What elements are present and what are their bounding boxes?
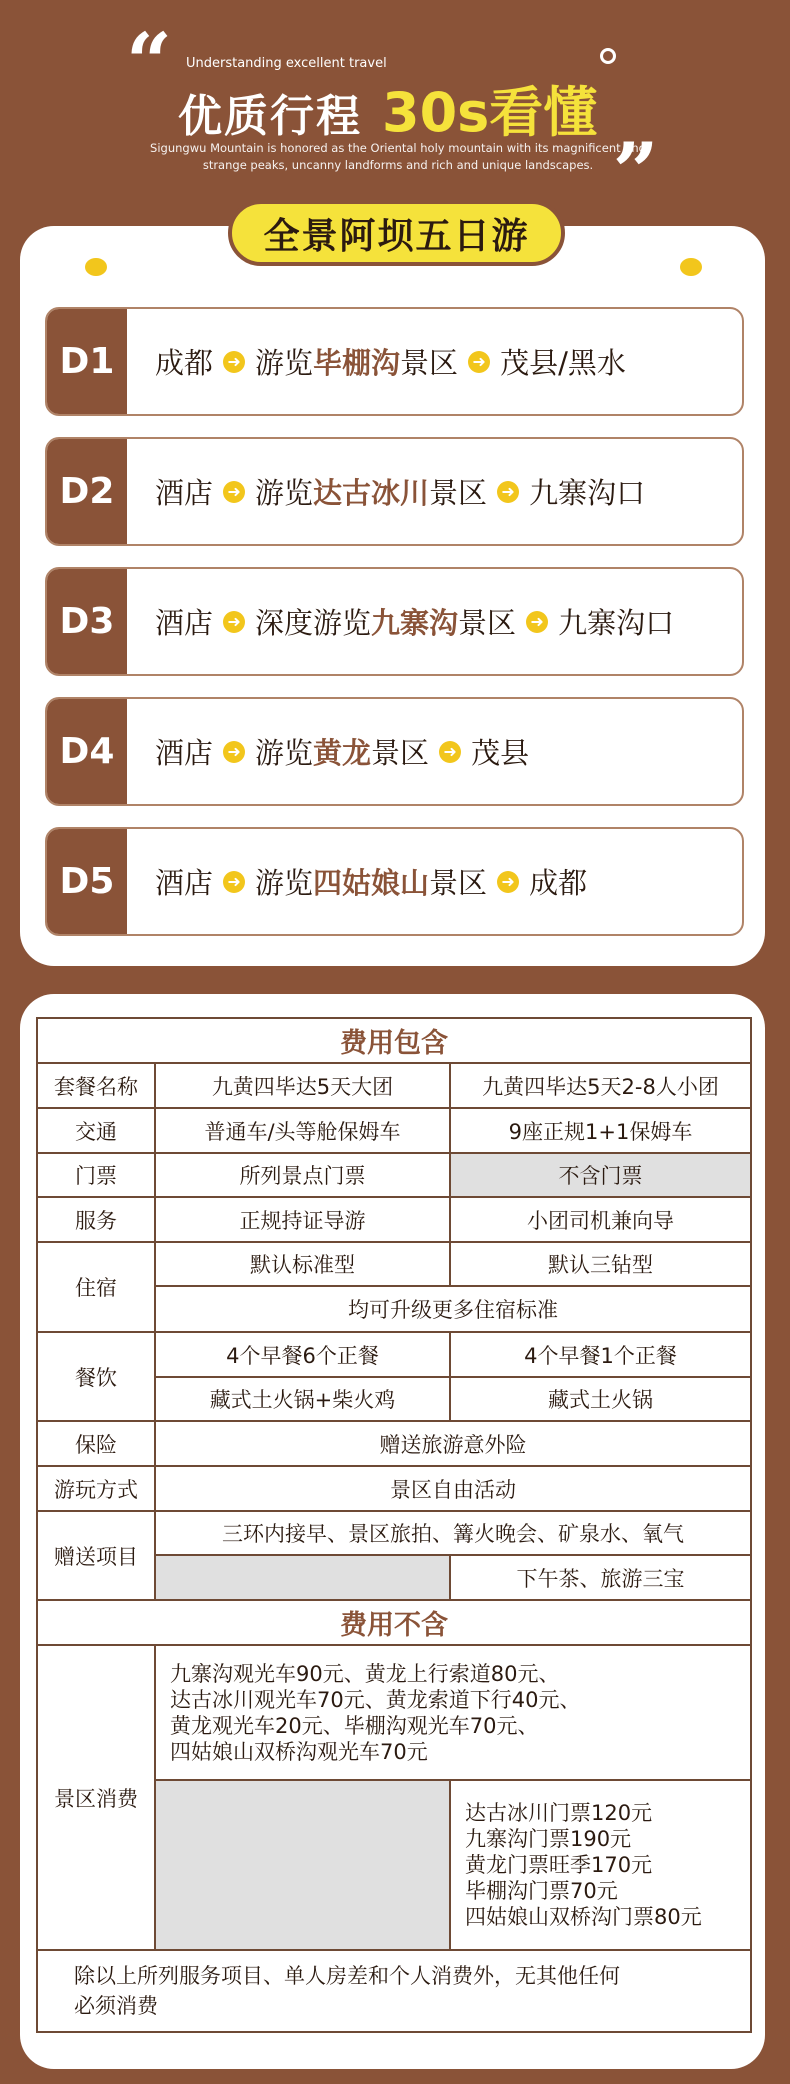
spot-cost-line: 九寨沟观光车90元、黄龙上行索道80元、 — [170, 1661, 560, 1686]
day-tag: D3 — [47, 569, 127, 674]
route-highlight: 黄龙 — [313, 736, 372, 770]
day-row-d1 — [45, 307, 744, 416]
spot-cost-line: 黄龙观光车20元、毕棚沟观光车70元、 — [170, 1713, 539, 1738]
play-value: 景区自由活动 — [155, 1466, 751, 1511]
day-route — [127, 439, 742, 544]
page-title-white: 优质行程 — [178, 91, 362, 142]
route-suffix: 景区 — [371, 736, 430, 770]
row-label-lodging: 住宿 — [37, 1242, 155, 1332]
day-tag: D2 — [47, 439, 127, 544]
day-route — [127, 569, 742, 674]
route-highlight: 毕棚沟 — [313, 346, 401, 380]
row-label-service: 服务 — [37, 1197, 155, 1242]
included-section-title: 费用包含 — [37, 1018, 751, 1063]
arrow-right-icon: ➜ — [439, 741, 461, 763]
day-row-d5 — [45, 827, 744, 936]
arrow-right-icon: ➜ — [223, 741, 245, 763]
route-suffix: 景区 — [458, 606, 517, 640]
tickets-big-group: 所列景点门票 — [155, 1153, 450, 1197]
spot-cost-line: 毕棚沟门票70元 — [465, 1879, 618, 1903]
fees-table — [36, 1017, 752, 2033]
route-highlight: 达古冰川 — [313, 476, 430, 510]
arrow-right-icon: ➜ — [497, 871, 519, 893]
route-highlight: 四姑娘山 — [313, 866, 430, 900]
lodging-big-group: 默认标准型 — [155, 1242, 450, 1286]
open-quote-mark: “ — [126, 15, 173, 109]
degree-circle-icon — [600, 48, 616, 64]
page-title — [178, 70, 597, 147]
insurance-value: 赠送旅游意外险 — [155, 1421, 751, 1466]
arrow-right-icon: ➜ — [468, 351, 490, 373]
row-label-tickets: 门票 — [37, 1153, 155, 1197]
spot-cost-line: 达古冰川观光车70元、黄龙索道下行40元、 — [170, 1687, 581, 1712]
package-small-group: 九黄四毕达5天2-8人小团 — [450, 1063, 751, 1108]
spot-cost-line: 九寨沟门票190元 — [465, 1827, 632, 1851]
header — [0, 0, 790, 200]
route-end: 成都 — [529, 866, 588, 900]
spot-cost-small-group — [450, 1780, 751, 1950]
fees-footnote — [37, 1950, 751, 2032]
day-tag: D4 — [47, 699, 127, 804]
spot-cost-line: 黄龙门票旺季170元 — [465, 1853, 653, 1877]
transport-big-group: 普通车/头等舱保姆车 — [155, 1108, 450, 1153]
meals-small-group-special: 藏式土火锅 — [450, 1377, 751, 1421]
spot-cost-big-group-empty — [155, 1780, 450, 1950]
service-big-group: 正规持证导游 — [155, 1197, 450, 1242]
arrow-right-icon: ➜ — [223, 871, 245, 893]
day-row-d2 — [45, 437, 744, 546]
route-prefix: 游览 — [255, 866, 314, 900]
spot-cost-shared — [155, 1645, 751, 1780]
english-subtitle: Understanding excellent travel — [186, 56, 387, 71]
lodging-small-group: 默认三钻型 — [450, 1242, 751, 1286]
meals-big-group-special: 藏式土火锅+柴火鸡 — [155, 1377, 450, 1421]
row-label-spot-cost: 景区消费 — [37, 1645, 155, 1950]
row-label-package: 套餐名称 — [37, 1063, 155, 1108]
tickets-small-group: 不含门票 — [450, 1153, 751, 1197]
pin-left-icon — [85, 240, 107, 276]
gifts-big-group-empty — [155, 1555, 450, 1600]
route-suffix: 景区 — [429, 476, 488, 510]
footnote-line: 必须消费 — [74, 1994, 158, 2018]
spot-cost-line: 四姑娘山双桥沟门票80元 — [465, 1905, 702, 1929]
transport-small-group: 9座正规1+1保姆车 — [450, 1108, 751, 1153]
arrow-right-icon: ➜ — [223, 611, 245, 633]
meals-small-group-count: 4个早餐1个正餐 — [450, 1332, 751, 1377]
english-description: Sigungwu Mountain is honored as the Oriental holy mountain with its magnificent and strange peaks, uncanny landforms and rich and unique landscapes. — [150, 141, 646, 172]
pin-right-icon — [680, 240, 702, 276]
route-end: 茂县/黑水 — [500, 346, 626, 380]
row-label-meals: 餐饮 — [37, 1332, 155, 1421]
route-end: 九寨沟口 — [558, 606, 675, 640]
route-end: 茂县 — [471, 736, 530, 770]
spot-cost-line: 四姑娘山双桥沟观光车70元 — [170, 1739, 428, 1764]
row-label-insurance: 保险 — [37, 1421, 155, 1466]
arrow-right-icon: ➜ — [497, 481, 519, 503]
route-prefix: 游览 — [255, 736, 314, 770]
service-small-group: 小团司机兼向导 — [450, 1197, 751, 1242]
day-tag: D1 — [47, 309, 127, 414]
row-label-gifts: 赠送项目 — [37, 1511, 155, 1600]
route-end: 九寨沟口 — [529, 476, 646, 510]
route-start: 酒店 — [155, 866, 214, 900]
page-title-yellow: 30s看懂 — [382, 81, 598, 144]
day-tag: D5 — [47, 829, 127, 934]
route-prefix: 游览 — [255, 346, 314, 380]
route-start: 酒店 — [155, 476, 214, 510]
route-suffix: 景区 — [429, 866, 488, 900]
route-start: 成都 — [155, 346, 214, 380]
arrow-right-icon: ➜ — [526, 611, 548, 633]
gifts-small-group: 下午茶、旅游三宝 — [450, 1555, 751, 1600]
arrow-right-icon: ➜ — [223, 481, 245, 503]
itinerary-banner-text: 全景阿坝五日游 — [263, 215, 530, 257]
lodging-upgrade-note: 均可升级更多住宿标准 — [155, 1286, 751, 1332]
day-row-d3 — [45, 567, 744, 676]
itinerary-banner — [228, 200, 565, 266]
arrow-right-icon: ➜ — [223, 351, 245, 373]
footnote-line: 除以上所列服务项目、单人房差和个人消费外，无其他任何 — [74, 1964, 620, 1988]
route-highlight: 九寨沟 — [371, 606, 459, 640]
spot-cost-line: 达古冰川门票120元 — [465, 1801, 653, 1825]
route-start: 酒店 — [155, 736, 214, 770]
close-quote-mark: „ — [614, 79, 661, 173]
route-prefix: 深度游览 — [255, 606, 372, 640]
row-label-transport: 交通 — [37, 1108, 155, 1153]
excluded-section-title: 费用不含 — [37, 1600, 751, 1645]
day-route — [127, 699, 742, 804]
route-start: 酒店 — [155, 606, 214, 640]
gifts-all: 三环内接早、景区旅拍、篝火晚会、矿泉水、氧气 — [155, 1511, 751, 1555]
route-prefix: 游览 — [255, 476, 314, 510]
route-suffix: 景区 — [400, 346, 459, 380]
day-route — [127, 309, 742, 414]
package-big-group: 九黄四毕达5天大团 — [155, 1063, 450, 1108]
day-route — [127, 829, 742, 934]
meals-big-group-count: 4个早餐6个正餐 — [155, 1332, 450, 1377]
row-label-play: 游玩方式 — [37, 1466, 155, 1511]
day-row-d4 — [45, 697, 744, 806]
